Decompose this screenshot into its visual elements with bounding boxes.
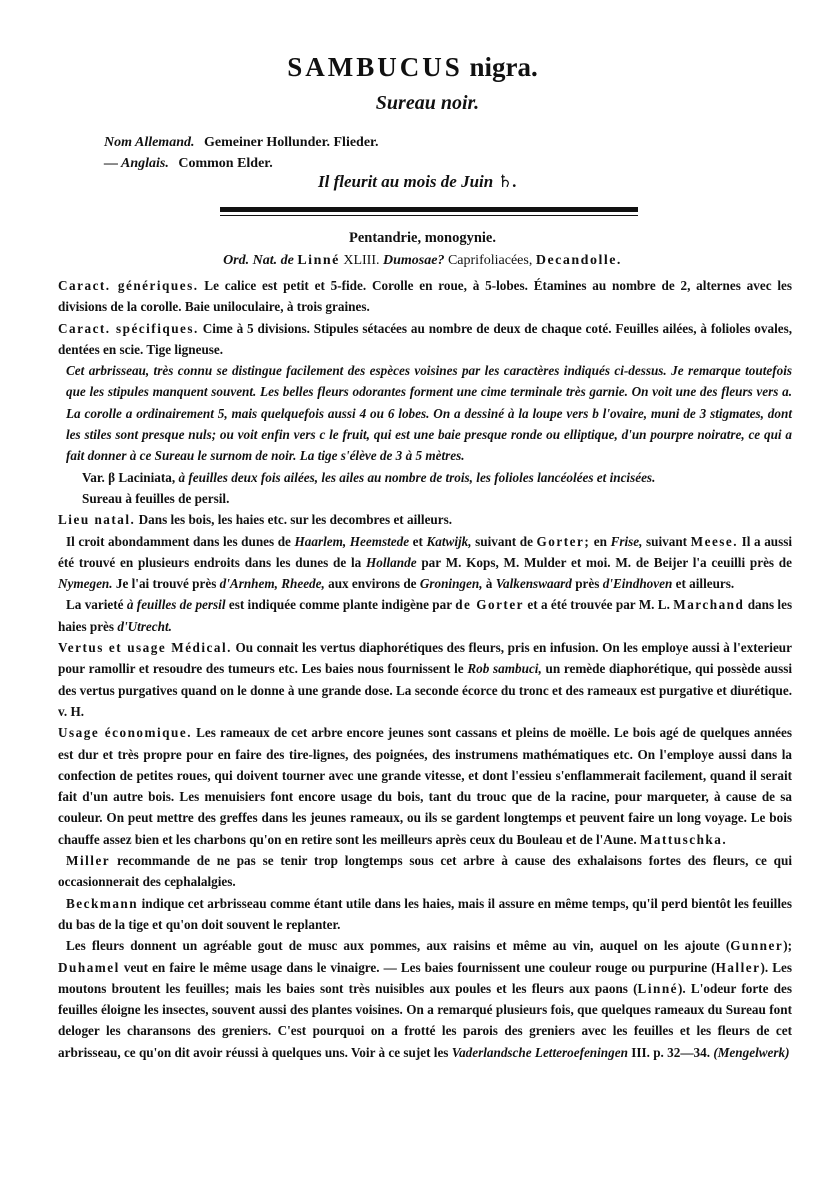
order-family: Dumosae? [383, 253, 445, 268]
flowering-time: Il fleurit au mois de Juin ♄. [318, 172, 517, 191]
dist-text-11: et ailleurs. [675, 576, 735, 592]
name-german [104, 132, 378, 153]
beckmann-text: indique cet arbrisseau comme étant utile dans les haies, mais il assure en même temps, qu'il perd bientôt les feuilles du bas de la tige et qu'on doit souvent le replanter. [58, 895, 792, 932]
place-haarlem: Haarlem, [294, 533, 347, 549]
generic-text: Le calice est petit et 5-fide. Corolle en roue, à 5-lobes. Étamines au nombre de 2, alternes avec les divisions de la corolle. Baie uniloculaire, à trois graines. [58, 278, 792, 315]
vdist-text-1: La varieté [66, 597, 124, 613]
dist-text-6: par M. Kops, M. Mulder et moi. M. de Beijer l'a ceuilli près de [421, 554, 792, 570]
author-haller: Haller [715, 959, 761, 975]
medical-text-2: un remède diaphorétique, qui possède aussi des vertus purgatives quand on le donne à une grande dose. La seconde écorce du tronc et des rameaux est purgative et diurétique. v. H. [58, 661, 792, 719]
dist-text-9: à [485, 576, 493, 592]
header-rule [220, 207, 638, 216]
page-subtitle: Sureau noir. [375, 92, 480, 114]
reference-pages: III. p. 32—34. [631, 1044, 711, 1060]
place-hollande: Hollande [366, 554, 417, 570]
name-german-label: Nom Allemand. [104, 135, 195, 150]
specific-characters [58, 318, 792, 361]
natural-order-line [0, 253, 825, 269]
observation-paragraph: Cet arbrisseau, très connu se distingue facilement des espèces voisines par les caractères indiqués ci-dessus. Je remarque toutefois que les stipules manquent souvent. Les belles fleurs odorantes forment une cime terminale très garnie. On voit une des fleurs vers a. La corolle a ordinairement 5, mais quelquefois aussi 4 ou 6 lobes. On a dessiné à la loupe vers b l'ovaire, muni de 3 stigmates, dont les stiles sont presque nuls; ou voit enfin vers c le fruit, qui est une baie presque ronde ou elliptique, d'un pourpre noiratre, ce qui a fait donner à ce Sureau le surnom de noir. La tige s'élève de 3 à 5 mètres. [66, 363, 792, 464]
place-nymegen: Nymegen. [58, 576, 113, 592]
author-linne: Linné [637, 980, 679, 996]
place-katwijk: Katwijk, [426, 533, 472, 549]
author-miller: Miller [66, 853, 111, 869]
economic-text: Les rameaux de cet arbre encore jeunes sont cassans et pleins de moëlle. Le bois agé de quelques années est dur et très propre pour en faire des tire-lignes, des poignées, des instrumens mathématiques etc. On l'employe aussi dans la confection de petites roues, qui doivent tourner avec une grande vitesse, et dont l'essieu s'enflammerait facilement, quand il serait fait d'un autre bois. Les menuisiers font encore usage du bois, tant du trouc que de la racine, pour marqueter, à cause de sa couleur. On peut mettre des greffes dans les jeunes rameaux, ou ils se gardent longtemps et peuvent faire un long voyage. Le bois chauffe assez bien et les charbons qu'on en retire sont les meilleurs après ceux du Bouleau et de l'Aune. [58, 725, 792, 847]
name-english [104, 153, 378, 174]
vdist-utrecht: d'Utrecht. [117, 618, 172, 634]
uses-text-2: ); [783, 938, 792, 954]
beckmann-paragraph [58, 893, 792, 936]
medical-text-1: Ou connait les vertus diaphorétiques des fleurs, pris en infusion. On les employe aussi à l'exterieur pour ramollir et resoudre des tumeurs etc. Les baies nous fournissent le [58, 640, 792, 677]
name-german-text: Gemeiner Hollunder. Flieder. [204, 135, 379, 150]
order-author: Linné [297, 253, 340, 268]
dist-text-10: près [575, 576, 600, 592]
title-genus: SAMBUCUS [287, 52, 463, 82]
place-valkenswaard: Valkenswaard [495, 576, 572, 592]
uses-text-4: ). Les moutons broutent les feuilles; mais les baies sont très nuisibles aux poules et les fleurs aux paons ( [58, 959, 792, 996]
dist-text-et: et [412, 533, 423, 549]
dist-text-7: Je l'ai trouvé près [115, 576, 217, 592]
habitat-text: Dans les bois, les haies etc. sur les decombres et ailleurs. [138, 512, 453, 528]
habitat-paragraph [58, 509, 792, 530]
miller-text: recommande de ne pas se tenir trop longtemps sous cet arbre à cause des exhalaisons fortes des fleurs, ce qui occasionnerait des cephalalgies. [58, 853, 792, 890]
uses-voir: Voir à ce sujet les [351, 1044, 449, 1060]
miller-paragraph [58, 850, 792, 893]
place-arnhem-rheede: d'Arnhem, Rheede, [219, 576, 325, 592]
author-gorter: Gorter; [536, 533, 591, 549]
page-title [0, 52, 825, 83]
description-body [58, 275, 792, 1063]
reference-mengelwerk: (Mengelwerk) [713, 1044, 790, 1060]
vdist-text-2: est indiquée comme plante indigène par [228, 597, 452, 613]
economic-paragraph [58, 722, 792, 850]
uses-text-3: veut en faire le même usage dans le vinaigre. — Les baies fournissent une couleur rouge ou purpurine ( [123, 959, 716, 975]
rule-thick [220, 207, 638, 212]
variety-common-name: Sureau à feuilles de persil. [82, 490, 230, 506]
place-heemstede: Heemstede [349, 533, 410, 549]
vdist-text-3: et a été trouvée par M. L. [527, 597, 670, 613]
reference-journal: Vaderlandsche Letteroefeningen [451, 1044, 628, 1060]
dist-text-4: suivant [646, 533, 688, 549]
title-species: nigra. [469, 52, 538, 82]
flowers-uses-paragraph [58, 935, 792, 1063]
medical-heading: Vertus et usage Médical. [58, 640, 232, 656]
dist-text-3: en [593, 533, 607, 549]
order-prefix: Ord. Nat. de [223, 253, 294, 268]
dist-text-1: Il croit abondamment dans les dunes de [66, 533, 291, 549]
variety-text: à feuilles deux fois ailées, les ailes au nombre de trois, les folioles lancéolées et incisées. [178, 469, 656, 485]
dist-text-5: Il a aussi été trouvé en plusieurs endroits dans les dunes de la [58, 533, 793, 570]
variety-name: Laciniata, [118, 469, 176, 485]
variety-distribution-paragraph [58, 594, 792, 637]
author-duhamel: Duhamel [58, 959, 120, 975]
variety-label: Var. β [82, 469, 116, 485]
specific-heading: Caract. spécifiques. [58, 320, 199, 336]
classification-line: Pentandrie, monogynie. [348, 230, 496, 246]
dist-text-8: aux environs de [328, 576, 417, 592]
place-frise: Frise, [610, 533, 643, 549]
uses-text-1: Les fleurs donnent un agréable gout de musc aux pommes, aux raisins et même au vin, auquel on les ajoute ( [66, 938, 731, 954]
vdist-text-4: dans les haies près [58, 597, 793, 634]
author-beckmann: Beckmann [66, 895, 139, 911]
common-names [104, 132, 378, 174]
generic-characters [58, 275, 792, 318]
habitat-heading: Lieu natal. [58, 512, 136, 528]
economic-heading: Usage économique. [58, 725, 192, 741]
medical-paragraph [58, 637, 792, 722]
name-english-text: Common Elder. [178, 156, 273, 171]
rule-thin [220, 215, 638, 216]
vdist-marchand: Marchand [673, 597, 745, 613]
specific-text: Cime à 5 divisions. Stipules sétacées au nombre de deux de chaque coté. Feuilles ailées, à folioles ovales, dentées en scie. Tige ligneuse. [58, 320, 793, 357]
uses-text-5: ). L'odeur forte des feuilles éloigne les insectes, souvent aussi des plantes voisines. On a remarqué plusieurs fois, que quelques rameaux du Sureau font deloger les charansons des greniers. C'est pourquoi on a frotté les parois des greniers avec les feuilles et les fleurs de cet arbrisseau, ce qu'on dit avoir réussi à quelques uns. [58, 980, 792, 1060]
author-mattuschka: Mattuschka. [639, 831, 728, 847]
order-number: XLIII. [343, 253, 380, 268]
generic-heading: Caract. génériques. [58, 278, 199, 293]
author-gunner: Gunner [730, 938, 784, 954]
variety-paragraph [58, 467, 792, 488]
medical-rob: Rob sambuci, [467, 661, 542, 677]
distribution-paragraph [58, 531, 792, 595]
order-rest: Caprifoliacées, [447, 253, 533, 268]
place-eindhoven: d'Eindhoven [602, 576, 673, 592]
vdist-persil: à feuilles de persil [126, 597, 226, 613]
author-meese: Meese. [690, 533, 739, 549]
place-groningen: Groningen, [419, 576, 483, 592]
order-author2: Decandolle. [535, 253, 622, 268]
dist-text-2: suivant de [475, 533, 533, 549]
vdist-gorter: de Gorter [455, 597, 525, 613]
name-english-label: — Anglais. [104, 156, 169, 171]
